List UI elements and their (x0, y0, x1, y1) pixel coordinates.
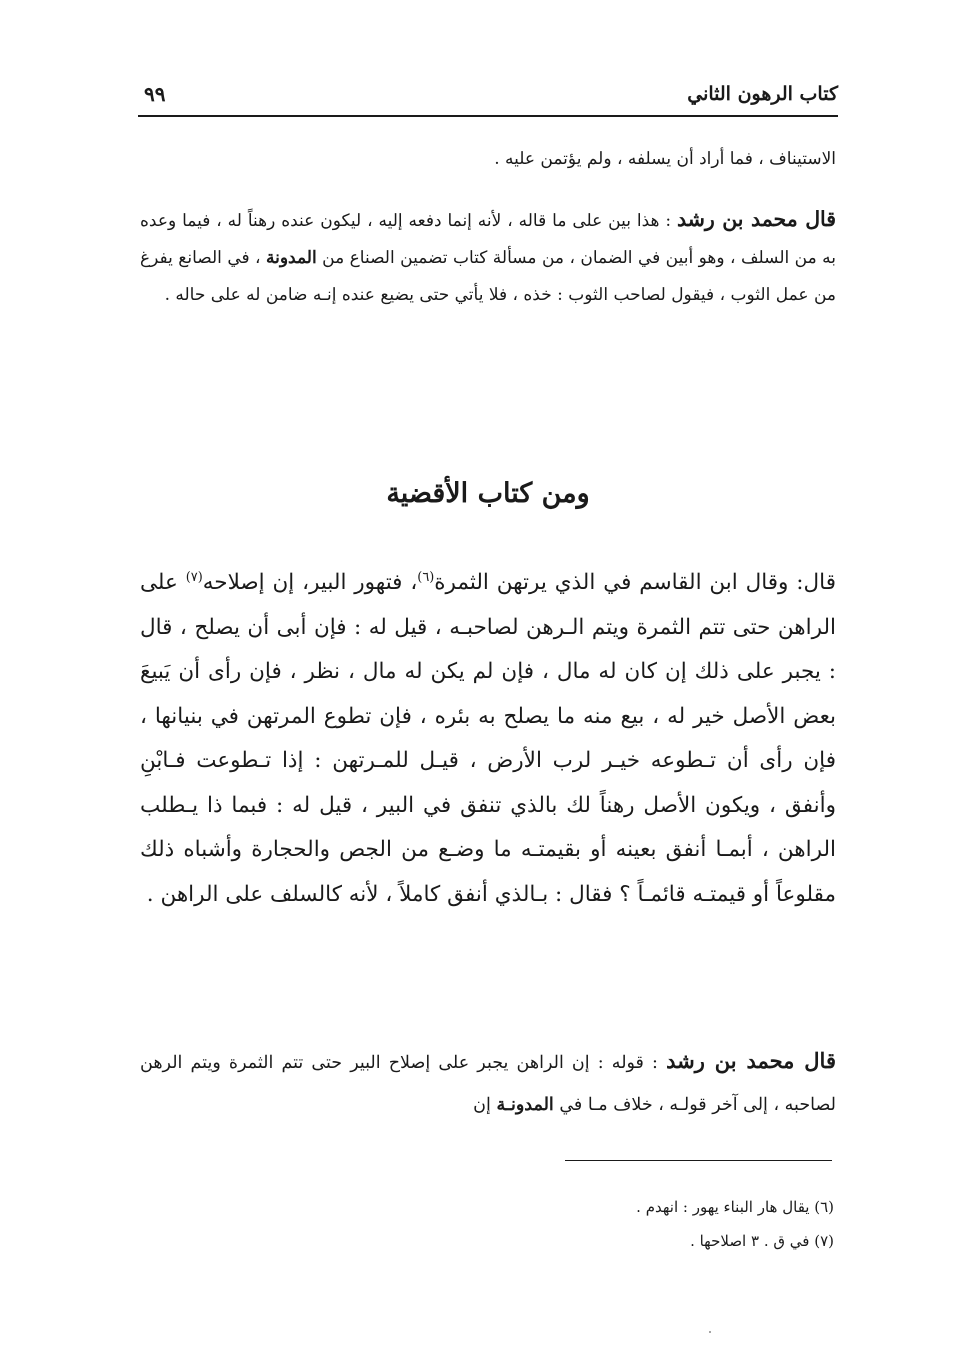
commentary-paragraph-1 (140, 201, 836, 314)
commentary2-text-2: إن (473, 1095, 497, 1115)
footnote-ref-6[interactable]: (٦) (417, 569, 435, 585)
paragraph-1-text: الاستيناف ، فما أراد أن يسلفه ، ولم يؤتمن عليه . (494, 149, 836, 169)
speaker-label-2: قال محمد بن رشد (666, 1048, 836, 1073)
commentary-text-2: ، في الصانع يفرغ من عمل الثوب ، فيقول لصاحب الثوب : خذه ، فلا يأتي حتى يضيع عنده إنـه ضامن له على حاله . (140, 248, 836, 305)
main-text-2: ، فتهور البير، إن إصلاحه (202, 570, 418, 595)
speaker-label: قال محمد بن رشد (677, 207, 837, 231)
paragraph-continuation (140, 141, 836, 178)
main-text-3: على الراهن حتى تتم الثمرة ويتم الـرهن لصاحبـه ، قيل له : فإن أبى أن يصلح ، قال : يجبر على ذلك إن كان له مال ، فإن لم يكن له مال ، نظر ، فإن رأى أن يَبيعَ بعض الأصل خير له ، بيع منه ما يصلح به بئره ، فإن تطوع المرتهن في بنيانها ، فإن رأى أن تـطوعه خيـر لرب الأرض ، قيـل للمـرتهن : إذا تـطوعت فـابْنِ وأنفق ، ويكون الأصل رهناً لك بالذي تنفق في البير ، قيل له : فبما ذا يـطلب الراهن ، أبمـا أنفق بعينه أو بقيمتـه ما وضـع من الجص والحجارة وأشباه ذلك مقلوعاً أو قيمتـه قائمـاً ؟ فقال : بـالذي أنفق كاملاً ، لأنه كالسلف على الراهن . (140, 570, 836, 907)
footnote-7: (٧) في ق . ٣ اصلاحها . (690, 1232, 834, 1250)
footnotes (420, 1190, 834, 1258)
keyword-mudawwana-2: المدونـة (496, 1095, 554, 1115)
commentary-text-1: : هذا بين على ما قاله ، لأنه إنما دفعه إليه ، ليكون عنده رهناً له ، فيما وعده به من السلف ، وهو أبين في الضمان ، من مسألة كتاب تضمين الصناع من (140, 211, 836, 268)
running-title: كتاب الرهون الثاني (687, 83, 838, 105)
section-heading: ومن كتاب الأقضية (386, 478, 590, 509)
scan-speck (709, 1331, 711, 1333)
footnote-ref-7[interactable]: (٧) (185, 569, 203, 585)
header-rule (138, 115, 838, 117)
main-text-paragraph (140, 561, 836, 917)
footnote-separator (565, 1160, 832, 1161)
page-header (138, 78, 838, 114)
keyword-mudawwana: المدونة (265, 248, 317, 268)
commentary-paragraph-2 (140, 1040, 836, 1126)
main-text-1: قال: وقال ابن القاسم في الذي يرتهن الثمرة (434, 570, 837, 595)
footnote-6: (٦) يقال هار البناء يهور : انهدم . (636, 1198, 834, 1216)
page-number: ٩٩ (144, 82, 166, 106)
commentary2-text-1: : قوله : إن الراهن يجبر على إصلاح البير حتى تتم الثمرة ويتم الرهن لصاحبه ، إلى آخر قولـه ، خلاف مـا في (140, 1053, 836, 1115)
